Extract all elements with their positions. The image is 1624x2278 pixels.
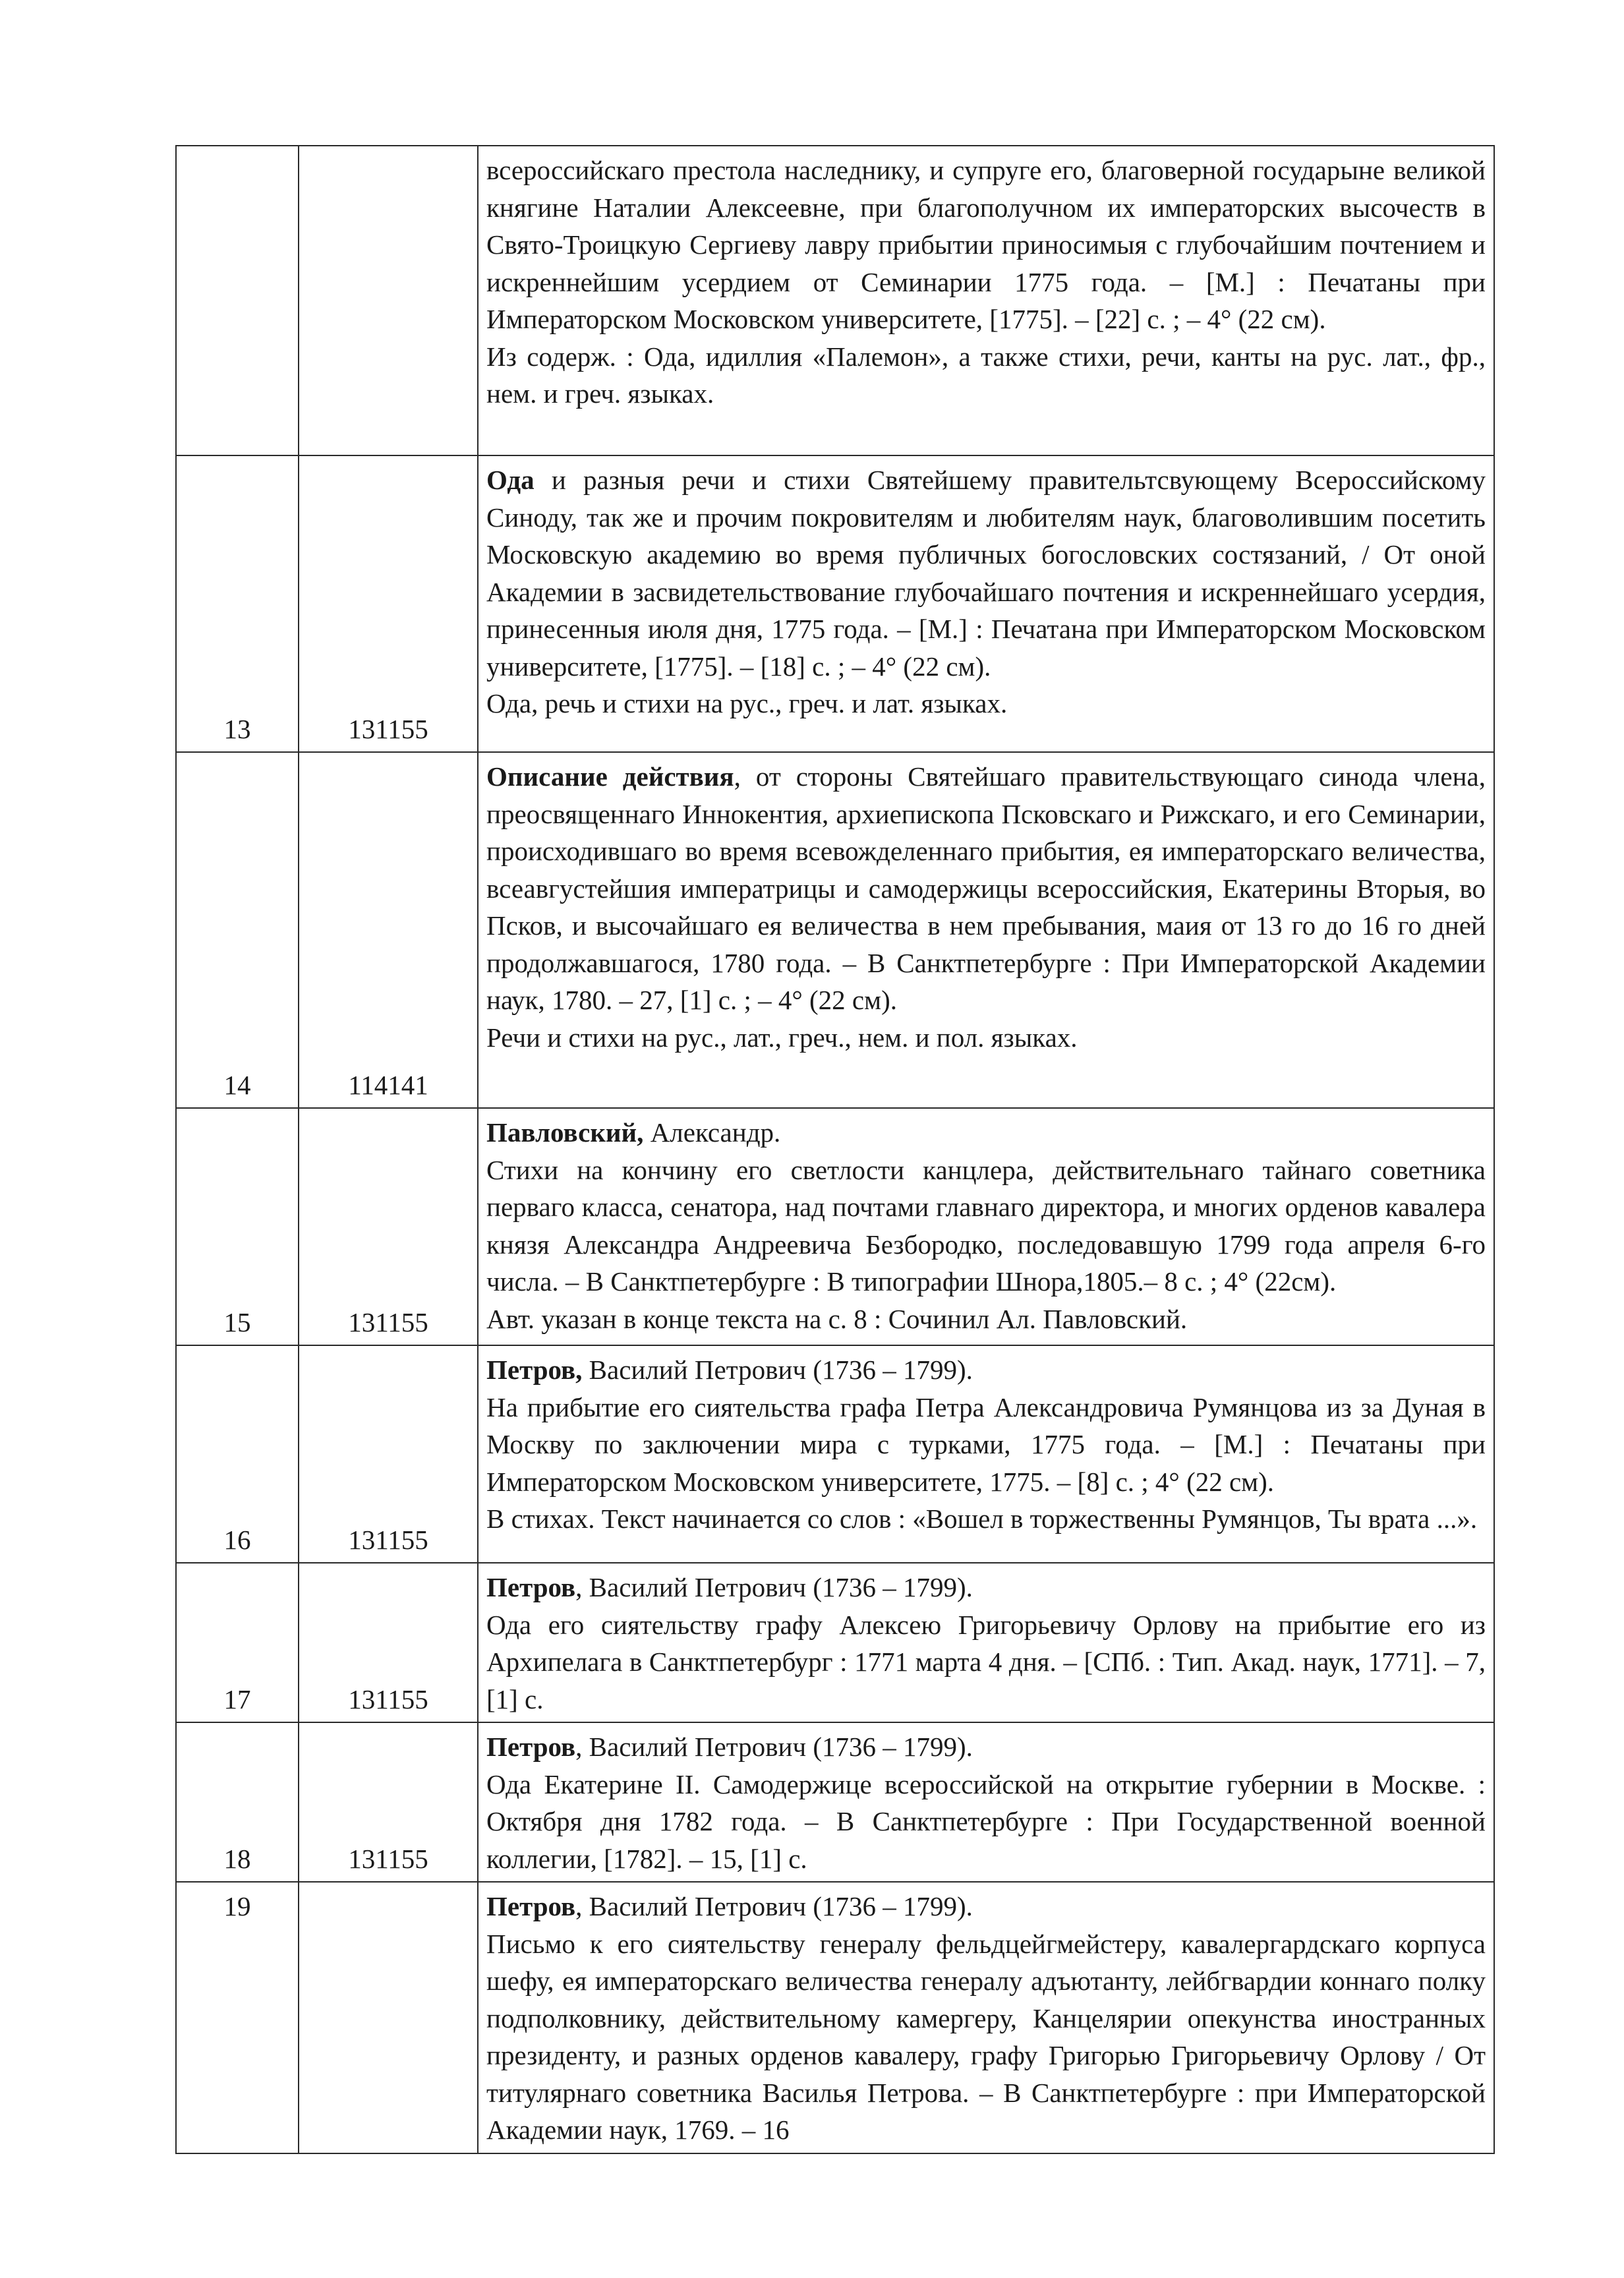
inventory-number: 131155	[299, 1563, 478, 1722]
bibliographic-description	[478, 1882, 1494, 2153]
entry-text: Василий Петрович (1736 – 1799).	[582, 1355, 973, 1385]
catalog-row	[176, 752, 1494, 1108]
inventory-number: 114141	[299, 752, 478, 1108]
inventory-number	[299, 146, 478, 455]
bibliographic-description	[478, 146, 1494, 455]
bibliographic-description	[478, 1345, 1494, 1563]
description-paragraph	[486, 152, 1486, 338]
entry-text: Ода Екатерине II. Самодержице всероссийской на открытие губернии в Москве. : Октября дня 1782 года. – В Санктпетербурге : При Государственной военной коллегии, [1782]. – 15, [1] с.	[486, 1768, 1486, 1874]
entry-text: Александр.	[643, 1117, 781, 1148]
entry-heading: Петров	[486, 1572, 576, 1602]
description-paragraph	[486, 1300, 1486, 1338]
entry-number: 15	[176, 1108, 299, 1345]
description-paragraph	[486, 1888, 1486, 1925]
entry-text: Речи и стихи на рус., лат., греч., нем. и пол. языках.	[486, 1022, 1078, 1053]
entry-text: , Василий Петрович (1736 – 1799).	[575, 1891, 973, 1921]
description-paragraph	[486, 461, 1486, 685]
description-paragraph	[486, 1569, 1486, 1606]
inventory-number: 131155	[299, 1722, 478, 1882]
entry-text: В стихах. Текст начинается со слов : «Вошел в торжественны Румянцов, Ты врата ...».	[486, 1504, 1478, 1534]
description-paragraph	[486, 1152, 1486, 1300]
entry-heading: Петров	[486, 1732, 576, 1762]
bibliographic-description	[478, 455, 1494, 752]
entry-number: 14	[176, 752, 299, 1108]
bibliographic-description	[478, 1722, 1494, 1882]
entry-number: 16	[176, 1345, 299, 1563]
entry-text: , от стороны Святейшаго правительствующаго синода члена, преосвященнаго Иннокентия, архиепископа Псковскаго и Рижскаго, и его Семинарии, происходившаго во время всевожделеннаго прибытия, ея императорскаго величества, всеавгустейшия императрицы и самодержицы всероссийския, Екатерины Вторыя, во Псков, и высочайшаго ея величества в нем пребывания, маия от 13 го до 16 го дней продолжавшагося, 1780 года. – В Санктпетербурге : При Императорской Академии наук, 1780. – 27, [1] с. ; – 4° (22 см).	[486, 761, 1486, 1015]
catalog-rows	[176, 146, 1494, 2153]
entry-text: всероссийскаго престола наследнику, и супруге его, благоверной государыне великой княгине Наталии Алексеевне, при благополучном их императорских высочеств в Свято-Троицкую Сергиеву лавру прибытии приносимыя с глубочайшим почтением и искреннейшим усердием от Семинарии 1775 года. – [М.] : Печатаны при Императорском Московском университете, [1775]. – [22] с. ; – 4° (22 см).	[486, 155, 1486, 334]
catalog-row	[176, 1722, 1494, 1882]
description-paragraph	[486, 1766, 1486, 1878]
description-paragraph	[486, 1019, 1486, 1057]
entry-text: , Василий Петрович (1736 – 1799).	[575, 1572, 973, 1602]
entry-number: 19	[176, 1882, 299, 2153]
catalog-row	[176, 455, 1494, 752]
entry-heading: Описание действия	[486, 761, 734, 792]
catalog-row	[176, 1563, 1494, 1722]
description-paragraph	[486, 1114, 1486, 1152]
description-paragraph	[486, 1925, 1486, 2149]
inventory-number: 131155	[299, 455, 478, 752]
description-paragraph	[486, 1728, 1486, 1766]
description-paragraph	[486, 685, 1486, 722]
description-paragraph	[486, 758, 1486, 1019]
entry-text: Ода, речь и стихи на рус., греч. и лат. языках.	[486, 688, 1008, 718]
bibliographic-description	[478, 1563, 1494, 1722]
catalog-row	[176, 1882, 1494, 2153]
entry-number	[176, 146, 299, 455]
entry-number: 17	[176, 1563, 299, 1722]
entry-heading: Петров,	[486, 1355, 583, 1385]
description-paragraph	[486, 1351, 1486, 1389]
catalog-row	[176, 1108, 1494, 1345]
entry-text: Ода его сиятельству графу Алексею Григорьевичу Орлову на прибытие его из Архипелага в Санктпетербург : 1771 марта 4 дня. – [СПб. : Тип. Акад. наук, 1771]. – 7, [1] с.	[486, 1609, 1486, 1714]
catalog-row	[176, 1345, 1494, 1563]
inventory-number	[299, 1882, 478, 2153]
entry-text: На прибытие его сиятельства графа Петра Александровича Румянцова из за Дуная в Москву по заключении мира с турками, 1775 года. – [М.] : Печатаны при Императорском Московском университете, 1775. – [8] с. ; 4° (22 см).	[486, 1391, 1486, 1497]
description-paragraph	[486, 338, 1486, 413]
entry-text: Авт. указан в конце текста на с. 8 : Сочинил Ал. Павловский.	[486, 1303, 1188, 1334]
entry-heading: Павловский,	[486, 1117, 644, 1148]
entry-text: Письмо к его сиятельству генералу фельдцейгмейстеру, кавалергардскаго корпуса шефу, ея императорскаго величества генералу адъютанту, лейбгвардии коннаго полку подполковнику, действительному камергеру, Канцелярии опекунства иностранных президенту, и разных орденов кавалеру, графу Григорью Григорьевичу Орлову / От титулярнаго советника Василья Петрова. – В Санктпетербурге : при Императорской Академии наук, 1769. – 16	[486, 1928, 1486, 2145]
description-paragraph	[486, 1389, 1486, 1501]
entry-text: Из содерж. : Ода, идиллия «Палемон», а также стихи, речи, канты на рус. лат., фр., нем. и греч. языках.	[486, 341, 1486, 409]
catalog-row	[176, 146, 1494, 455]
description-paragraph	[486, 1606, 1486, 1718]
entry-number: 13	[176, 455, 299, 752]
description-paragraph	[486, 1500, 1486, 1538]
inventory-number: 131155	[299, 1345, 478, 1563]
catalog-table	[175, 145, 1495, 2154]
bibliographic-description	[478, 1108, 1494, 1345]
entry-number: 18	[176, 1722, 299, 1882]
entry-heading: Петров	[486, 1891, 576, 1921]
entry-text: Стихи на кончину его светлости канцлера, действительнаго тайнаго советника перваго класса, сенатора, над почтами главнаго директора, и многих орденов кавалера князя Александра Андреевича Безбородко, последовавшую 1799 года апреля 6-го числа. – В Санктпетербурге : В типографии Шнора,1805.– 8 с. ; 4° (22см).	[486, 1154, 1486, 1297]
inventory-number: 131155	[299, 1108, 478, 1345]
entry-heading: Ода	[486, 465, 535, 495]
bibliographic-description	[478, 752, 1494, 1108]
entry-text: и разныя речи и стихи Святейшему правительтсвующему Всероссийскому Синоду, так же и прочим покровителям и любителям наук, благоволившим посетить Московскую академию во время публичных богословских состязаний, / От оной Академии в засвидетельствование глубочайшаго почтения и искреннейшаго усердия, принесенныя июля дня, 1775 года. – [М.] : Печатана при Императорском Московском университете, [1775]. – [18] с. ; – 4° (22 см).	[486, 465, 1486, 682]
entry-text: , Василий Петрович (1736 – 1799).	[575, 1732, 973, 1762]
